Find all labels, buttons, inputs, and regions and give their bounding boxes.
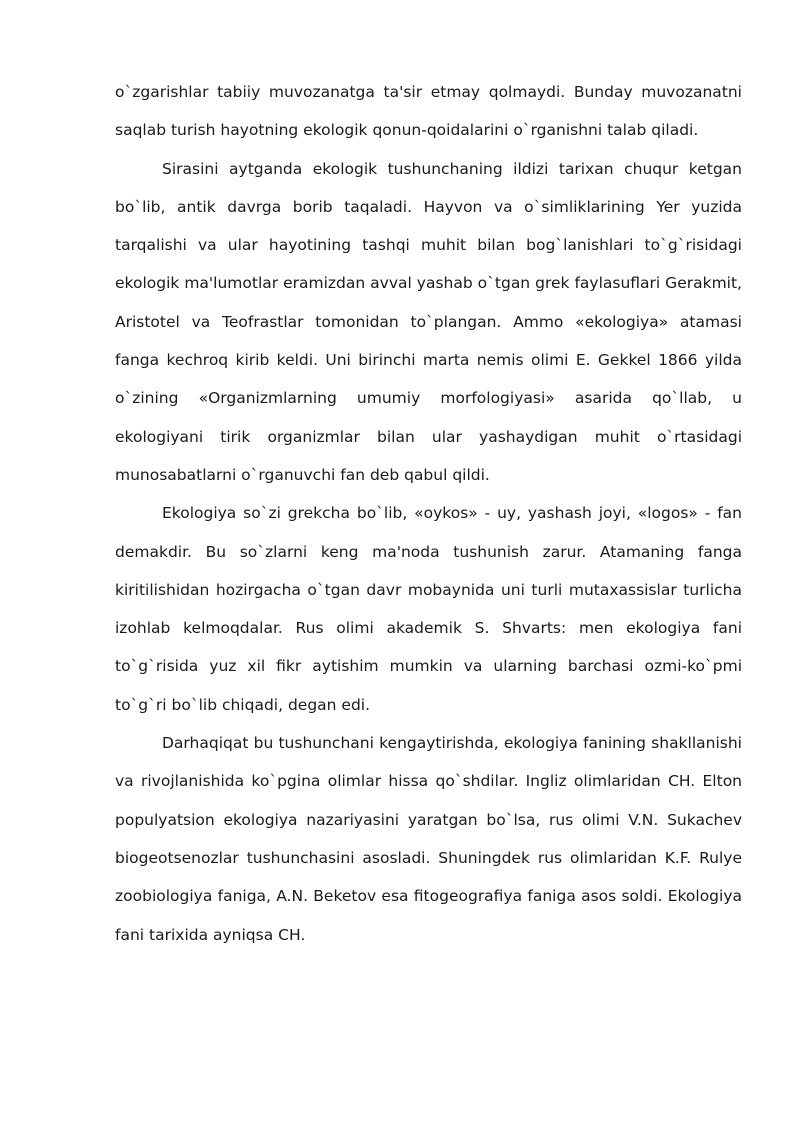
paragraph-term-origin: Ekologiya so`zi grekcha bo`lib, «oykos» - uy, yashash joyi, «logos» - fan demakdir. Bu so`zlarni keng ma'noda tushunish zarur. Atamaning fanga kiritilishidan hozirgacha o`tgan davr mobaynida uni turli mutaxassislar turlicha izohlab kelmoqdalar. Rus olimi akademik S. Shvarts: men ekologiya fani to`g`risida yuz xil fikr aytishim mumkin va ularning barchasi ozmi-ko`pmi to`g`ri bo`lib chiqadi, degan edi. (115, 504, 742, 714)
paragraph-continuation: o`zgarishlar tabiiy muvozanatga ta'sir etmay qolmaydi. Bunday muvozanatni saqlab turish hayotning ekologik qonun-qoidalarini o`rganishni talab qiladi. (115, 83, 742, 140)
document-page (115, 73, 742, 954)
paragraph-ecology-roots: Sirasini aytganda ekologik tushunchaning ildizi tarixan chuqur ketgan bo`lib, antik davrga borib taqaladi. Hayvon va o`simliklarining Yer yuzida tarqalishi va ular hayotining tashqi muhit bilan bog`lanishlari to`g`risidagi ekologik ma'lumotlar eramizdan avval yashab o`tgan grek faylasuflari Gerakmit, Aristotel va Teofrastlar tomonidan to`plangan. Ammo «ekologiya» atamasi fanga kechroq kirib keldi. Uni birinchi marta nemis olimi E. Gekkel 1866 yilda o`zining «Organizmlarning umumiy morfologiyasi» asarida qo`llab, u ekologiyani tirik organizmlar bilan ular yashaydigan muhit o`rtasidagi munosabatlarni o`rganuvchi fan deb qabul qildi. (115, 159, 742, 484)
paragraph-scientists: Darhaqiqat bu tushunchani kengaytirishda, ekologiya fanining shakllanishi va rivojlanishida ko`pgina olimlar hissa qo`shdilar. Ingliz olimlaridan CH. Elton populyatsion ekologiya nazariyasini yaratgan bo`lsa, rus olimi V.N. Sukachev biogeotsenozlar tushunchasini asosladi. Shuningdek rus olimlaridan K.F. Rulye zoobiologiya faniga, A.N. Beketov esa fitogeografiya faniga asos soldi. Ekologiya fani tarixida ayniqsa CH. (115, 734, 742, 944)
